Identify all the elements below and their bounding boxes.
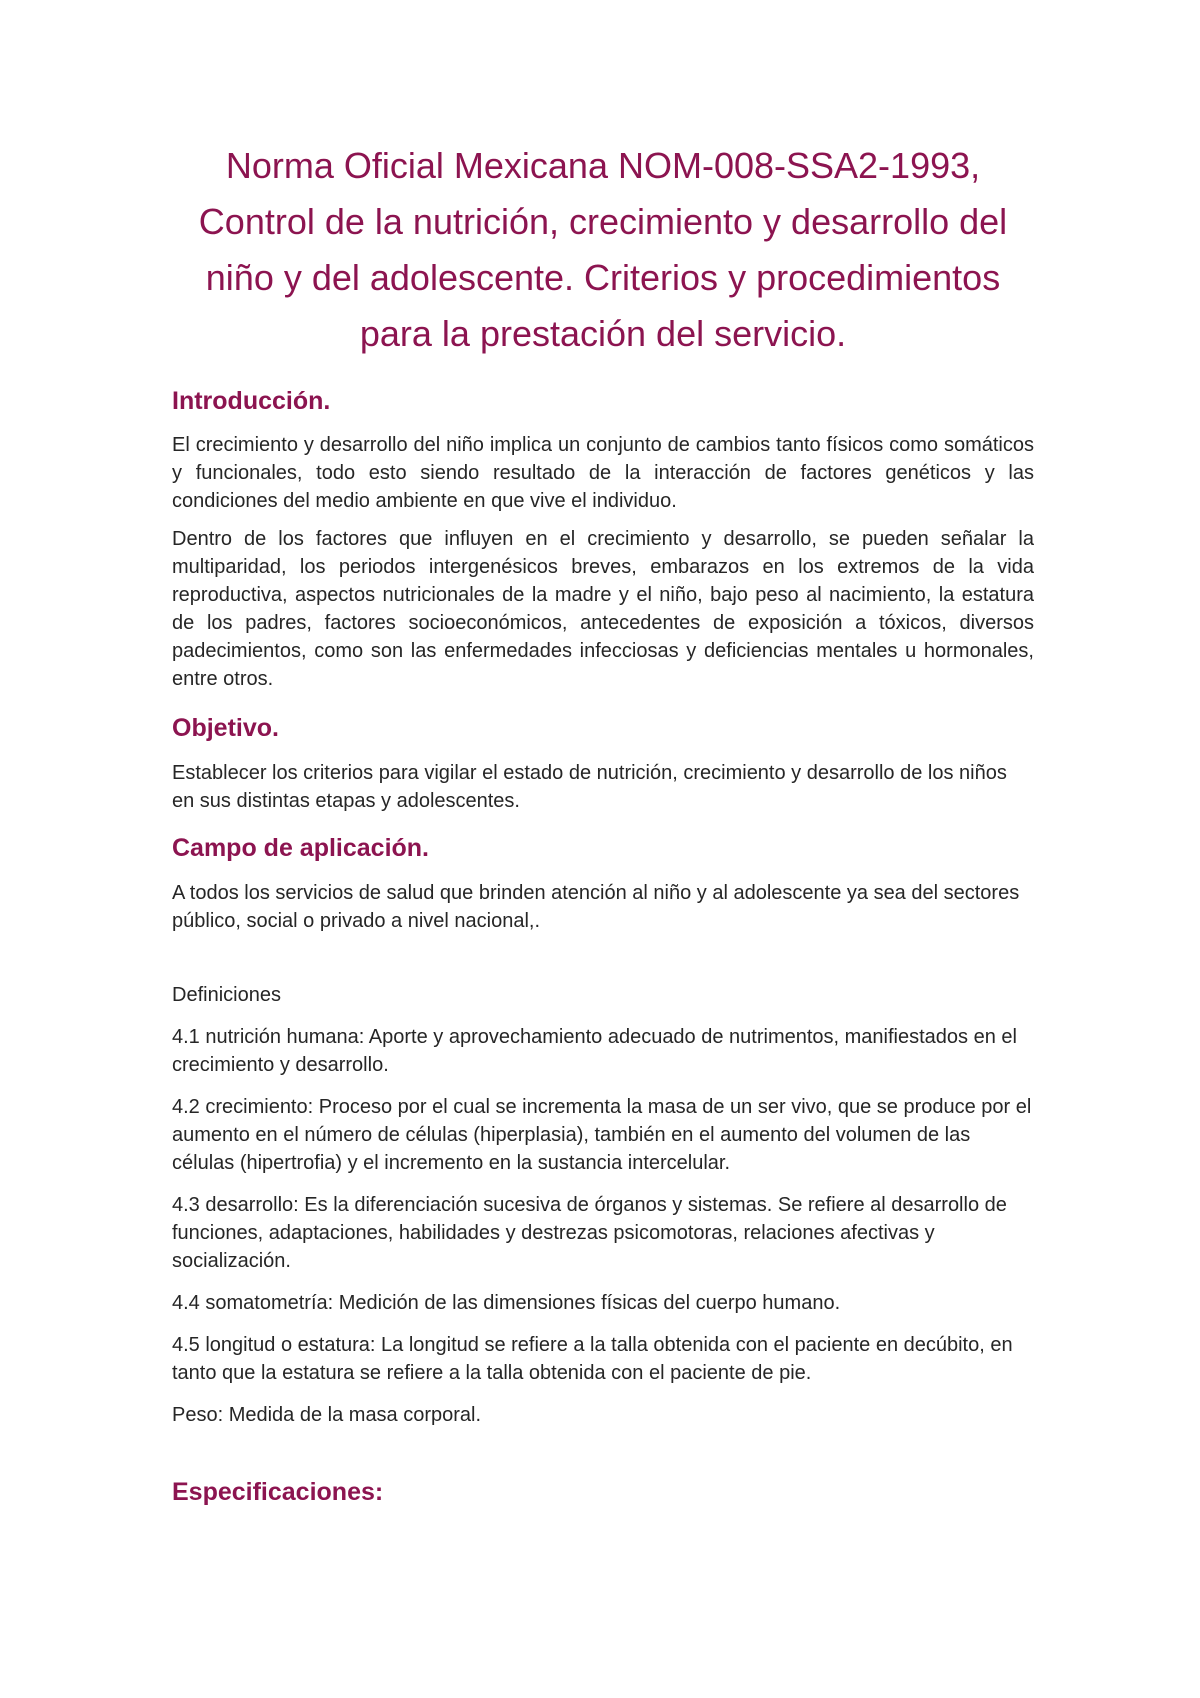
title-line-4: para la prestación del servicio. [359, 313, 847, 354]
intro-paragraph-2: Dentro de los factores que influyen en el crecimiento y desarrollo, se pueden señalar la multiparidad, los periodos intergenésicos breves, embarazos en los extremos de la vida reproductiva, aspectos nutricionales de la madre y el niño, bajo peso al nacimiento, la estatura de los padres, factores socioeconómicos, antecedentes de exposición a tóxicos, diversos padecimientos, como son las enfermedades infecciosas y deficiencias mentales u hormonales, entre otros. [172, 528, 1034, 690]
definition-item: 4.3 desarrollo: Es la diferenciación sucesiva de órganos y sistemas. Se refiere al desarrollo de funciones, adaptaciones, habilidades y destrezas psicomotoras, relaciones afectivas y socialización. [172, 1194, 1007, 1272]
specifications-heading: Especificaciones: [172, 1478, 384, 1506]
definition-item: 4.1 nutrición humana: Aporte y aprovechamiento adecuado de nutrimentos, manifiestados en el crecimiento y desarrollo. [172, 1026, 1017, 1076]
title-line-2: Control de la nutrición, crecimiento y desarrollo del [198, 201, 1008, 242]
definition-item: 4.4 somatometría: Medición de las dimensiones físicas del cuerpo humano. [172, 1292, 841, 1314]
objective-heading: Objetivo. [172, 714, 279, 742]
intro-paragraph-1: El crecimiento y desarrollo del niño implica un conjunto de cambios tanto físicos como somáticos y funcionales, todo esto siendo resultado de la interacción de factores genéticos y las condiciones del medio ambiente en que vive el individuo. [172, 434, 1034, 512]
definition-item: Peso: Medida de la masa corporal. [172, 1404, 482, 1426]
title-line-3: niño y del adolescente. Criterios y procedimientos [205, 257, 1001, 298]
objective-paragraph: Establecer los criterios para vigilar el estado de nutrición, crecimiento y desarrollo de los niños en sus distintas etapas y adolescentes. [172, 762, 1007, 812]
intro-heading: Introducción. [172, 387, 331, 415]
definition-item: 4.5 longitud o estatura: La longitud se refiere a la talla obtenida con el paciente en decúbito, en tanto que la estatura se refiere a la talla obtenida con el paciente de pie. [172, 1334, 1013, 1384]
title-line-1: Norma Oficial Mexicana NOM-008-SSA2-1993, [225, 145, 981, 186]
definition-item: 4.2 crecimiento: Proceso por el cual se incrementa la masa de un ser vivo, que se produce por el aumento en el número de células (hiperplasia), también en el aumento del volumen de las células (hipertrofia) y el incremento en la sustancia intercelular. [172, 1096, 1032, 1174]
scope-paragraph: A todos los servicios de salud que brinden atención al niño y al adolescente ya sea del sectores público, social o privado a nivel nacional,. [172, 882, 1020, 932]
definitions-label: Definiciones [172, 984, 281, 1006]
scope-heading: Campo de aplicación. [172, 834, 430, 862]
document-title [172, 138, 1034, 362]
